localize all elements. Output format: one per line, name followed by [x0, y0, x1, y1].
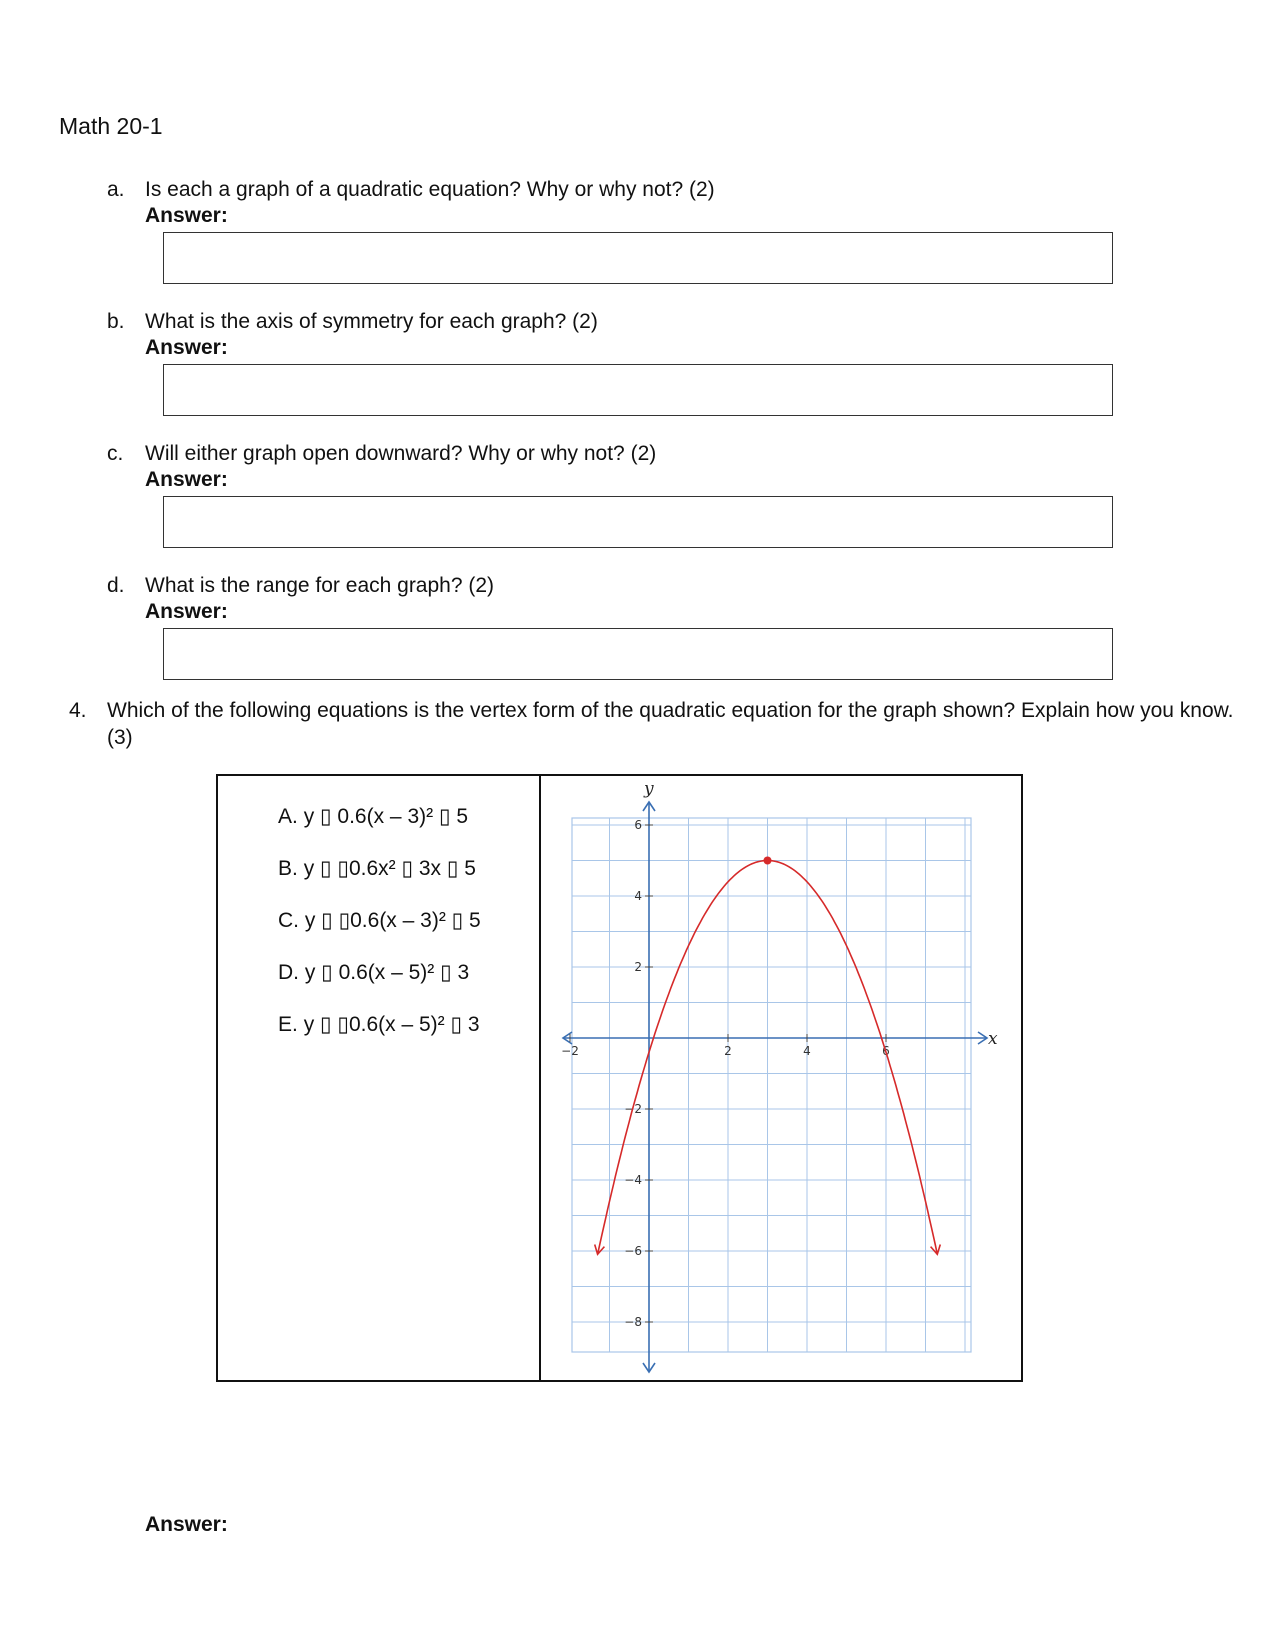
- answer-box-a[interactable]: [163, 232, 1113, 284]
- choice-equation: y ▯ ▯0.6x² ▯ 3x ▯ 5: [303, 857, 476, 880]
- y-tick-label: −4: [624, 1173, 642, 1187]
- choice-label: B.: [278, 857, 298, 880]
- y-axis-label: y: [644, 779, 654, 799]
- choice-equation: y ▯ ▯0.6(x – 5)² ▯ 3: [303, 1013, 480, 1036]
- choice-equation: y ▯ 0.6(x – 5)² ▯ 3: [304, 961, 470, 984]
- question-text: Is each a graph of a quadratic equation? Why or why not? (2): [145, 178, 715, 201]
- choice-label: D.: [278, 961, 299, 984]
- choice-label: E.: [278, 1013, 298, 1036]
- answer-box-d[interactable]: [163, 628, 1113, 680]
- x-tick-label: 2: [724, 1044, 732, 1058]
- y-tick-label: −6: [624, 1244, 642, 1258]
- x-axis-label: x: [988, 1029, 998, 1049]
- x-tick-label: 4: [803, 1044, 811, 1058]
- answer-label: Answer:: [145, 468, 228, 491]
- x-tick-label: 6: [882, 1044, 890, 1058]
- choice-label: A.: [278, 805, 298, 828]
- choice-d[interactable]: [278, 960, 481, 1012]
- question-number: 4.: [69, 699, 87, 722]
- y-tick-label: 6: [634, 818, 642, 832]
- y-tick-label: −8: [624, 1315, 642, 1329]
- x-tick-label: −2: [561, 1044, 579, 1058]
- choice-equation: y ▯ 0.6(x – 3)² ▯ 5: [303, 805, 469, 828]
- y-tick-label: 4: [634, 889, 642, 903]
- question-letter: d.: [107, 574, 125, 597]
- course-title: Math 20-1: [59, 113, 163, 139]
- choice-list: [278, 804, 481, 1064]
- question-letter: c.: [107, 442, 124, 465]
- question-4-panel: [216, 774, 1023, 1382]
- answer-label: Answer:: [145, 600, 228, 623]
- y-tick-label: −2: [624, 1102, 642, 1116]
- question-text: What is the range for each graph? (2): [145, 574, 495, 597]
- choice-c[interactable]: [278, 908, 481, 960]
- choice-b[interactable]: [278, 856, 481, 908]
- question-text: Will either graph open downward? Why or why not? (2): [145, 442, 657, 465]
- vertex-point: [764, 857, 772, 865]
- question-text: What is the axis of symmetry for each graph? (2): [145, 310, 598, 333]
- choice-e[interactable]: [278, 1012, 481, 1064]
- grid-border: [572, 818, 971, 1352]
- question-letter: b.: [107, 310, 125, 333]
- choice-equation: y ▯ ▯0.6(x – 3)² ▯ 5: [304, 909, 481, 932]
- question-text: Which of the following equations is the vertex form of the quadratic equation for the graph shown? Explain how you know. (3): [107, 699, 1234, 749]
- answer-label: Answer:: [145, 204, 228, 227]
- parabola-graph: [541, 776, 1021, 1380]
- question-4-answer-label: Answer:: [145, 1513, 228, 1536]
- question-letter: a.: [107, 178, 125, 201]
- choice-label: C.: [278, 909, 299, 932]
- y-tick-label: 2: [634, 960, 642, 974]
- answer-label: Answer:: [145, 336, 228, 359]
- choice-a[interactable]: [278, 804, 481, 856]
- answer-box-c[interactable]: [163, 496, 1113, 548]
- answer-box-b[interactable]: [163, 364, 1113, 416]
